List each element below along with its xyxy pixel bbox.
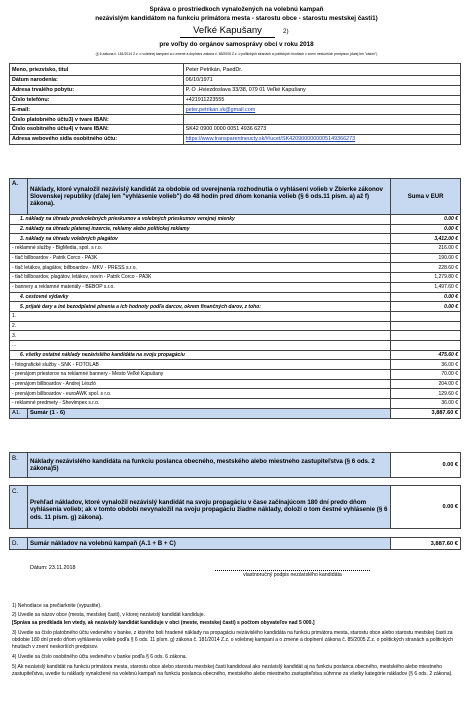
section-b-title: Náklady nezávislého kandidáta na funkciu poslanca obecného, mestského alebo miestneho zastupiteľstva (§ 6 ods. 2 zákona)5): [27, 453, 390, 478]
report-title: Správa o prostriedkoch vynaložených na volebnú kampaň: [149, 6, 324, 13]
expense-value: 228.60 €: [391, 263, 461, 273]
expense-label: 2.: [10, 321, 391, 331]
expense-category-row: [10, 302, 461, 312]
info-row: [10, 105, 461, 115]
expense-item-row: [10, 399, 461, 409]
municipality-name: Veľké Kapušany: [180, 25, 275, 38]
section-c-letter: C.: [10, 486, 28, 529]
section-a-title: Náklady, ktoré vynaložil nezávislý kandidát za obdobie od uverejnenia rozhodnutia o vyhlásení volieb v Zbierke zákonov Slovenskej republiky (ďalej len "vyhlásenie volieb") do 48 hodín pred dňom konania volieb (§ 6 ods.11 písm. a) až f) zákona).: [27, 179, 390, 215]
expense-value: 70.00 €: [391, 370, 461, 380]
expense-item-row: [10, 360, 461, 370]
info-label: Adresa trvalého pobytu:: [10, 85, 184, 95]
info-row: [10, 64, 461, 76]
expense-item-row: [10, 331, 461, 341]
footnote-1: 1) Nehodiace sa prečiarknite (vypustite).: [12, 603, 102, 609]
info-label: Číslo osobitného účtu4) v tvare IBAN:: [10, 124, 184, 134]
expense-item-row: [10, 253, 461, 263]
expense-value: 1,279.80 €: [391, 273, 461, 283]
section-a-sum-header: Suma v EUR: [391, 179, 461, 215]
info-value: P. O .Hviezdoslava 33/38, 079 01 Veľké Kapušany: [183, 85, 460, 95]
expense-value: 36.00 €: [391, 360, 461, 370]
section-b-letter: B.: [10, 453, 28, 478]
sum-letter: A1.: [10, 408, 28, 418]
section-d-title: Sumár nákladov na volebnú kampaň (A.1 + B + C): [27, 538, 390, 550]
expense-label: - reklamné služby - BigMedia, spol. s r.o.: [10, 244, 391, 254]
expense-category-row: [10, 292, 461, 302]
section-d-value: 3,887.60 €: [391, 538, 461, 550]
expense-label: - tlač billboardov - Patrik Corco - PA3K: [10, 253, 391, 263]
section-d-table: [9, 537, 461, 550]
section-c-title: Prehľad nákladov, ktoré vynaložil nezávislý kandidát na svoju propagáciu v čase začínajúcom 180 dní predo dňom vyhlásenia volieb; ak v tomto období nevynaložil na svoju propagáciu žiadne náklady, doloží o tom čestné vyhlásenie (§ 6 ods. 11 písm. g) zákona).: [27, 486, 390, 529]
section-a-letter: A.: [10, 179, 28, 215]
expense-value: [391, 311, 461, 321]
info-label: Meno, priezvisko, titul: [10, 64, 184, 76]
footnote-2: 2) Uvedie sa názov obce (mesta, mestskej časti), v ktorej nezávislý kandidát kandiduje.: [12, 612, 205, 618]
section-b-value: 0.00 €: [391, 453, 461, 478]
signature-date: Dátum: 23.11.2018: [30, 565, 76, 571]
expense-category-row: [10, 350, 461, 360]
expense-category-row: [10, 224, 461, 234]
section-a-table: [9, 178, 461, 419]
expense-label: - prenájom priestorov na reklamné bannery - Mesto Veľké Kapušany: [10, 370, 391, 380]
expense-label: 3. náklady na úhradu volebných plagátov: [10, 234, 391, 244]
sum-value: 3,887.60 €: [391, 408, 461, 418]
info-row: [10, 85, 461, 95]
expense-label: - tlač letákov, plagátov, billboardov - MKV - PRESS s.r.o.: [10, 263, 391, 273]
expense-item-row: [10, 340, 461, 350]
email-link[interactable]: peter.petrikan.vk@gmail.com: [183, 105, 460, 115]
info-value: SK42 0900 0000 0051 4936 6273: [183, 124, 460, 134]
info-row: [10, 124, 461, 134]
expense-item-row: [10, 379, 461, 389]
expense-label: 1.: [10, 311, 391, 321]
section-c-value: 0.00 €: [391, 486, 461, 529]
expense-value: [391, 321, 461, 331]
expense-value: 0.00 €: [391, 292, 461, 302]
expense-value: 3,412.00 €: [391, 234, 461, 244]
expense-value: 0.00 €: [391, 302, 461, 312]
info-value: [183, 115, 460, 125]
expense-category-row: [10, 234, 461, 244]
expense-value: 1,497.60 €: [391, 282, 461, 292]
expense-item-row: [10, 282, 461, 292]
expense-label: - prenájom billboardov - euroAWK spol. s r.o.: [10, 389, 391, 399]
expense-category-row: [10, 215, 461, 225]
signature-line: [215, 570, 370, 571]
expense-label: 4. cestovné výdavky: [10, 292, 391, 302]
website-link[interactable]: https://www.transparentneucty.sk/#/ucet/SK4209000000005149366273: [183, 134, 460, 144]
municipality-footnote-ref: 2): [283, 28, 289, 35]
info-row: [10, 134, 461, 144]
expense-label: 6. všetky ostatné náklady nezávislého kandidáta na svoju propagáciu: [10, 350, 391, 360]
expense-value: [391, 331, 461, 341]
expense-label: 1. náklady na úhradu predvolebných prieskumov a volebných prieskumov verejnej mienky: [10, 215, 391, 225]
info-row: [10, 95, 461, 105]
expense-item-row: [10, 244, 461, 254]
expense-item-row: [10, 311, 461, 321]
expense-label: - prenájom billboardov - Andrej Lészló: [10, 379, 391, 389]
footnote-5: 5) Ak nezávislý kandidát na funkciu primátora mesta, starostu obce alebo starostu mestskej časti kandidoval ako nezávislý kandidát aj na funkciu poslanca obecného, mestského alebo miestneho zastupiteľstva, uvedie tu náklady vynaložené na volebnú kampaň na funkciu poslanca obecného, mestského alebo miestneho zastupiteľstva súhrnne za všetky kategórie nákladov (§ 6 ods. 2 zákona).: [12, 664, 453, 677]
expense-label: - fotografické služby - SNK - FOTOLAB: [10, 360, 391, 370]
footnote-4: 4) Uvedie sa číslo osobitného účtu vedeného v banke podľa § 6 ods. 6 zákona.: [12, 654, 187, 660]
info-label: E-mail:: [10, 105, 184, 115]
expense-value: 0.00 €: [391, 224, 461, 234]
expense-item-row: [10, 321, 461, 331]
sum-label: Sumár (1 - 6): [27, 408, 390, 418]
info-row: [10, 115, 461, 125]
expense-item-row: [10, 273, 461, 283]
legal-reference: (§ 6 zákona č. 181/2014 Z.z. o volebnej kampani a o zmene a doplnení zákona č. 85/2005 Z.z. o politických stranách a politických hnutiach v znení neskorších predpisov (ďalej len "zákon"): [95, 52, 378, 56]
expense-value: 0.00 €: [391, 215, 461, 225]
section-a-header: [10, 179, 461, 215]
expense-label: 2. náklady na úhradu platenej inzercie, reklamy alebo politickej reklamy: [10, 224, 391, 234]
info-value: 06/10/1971: [183, 76, 460, 86]
section-b-table: [9, 452, 461, 478]
expense-label: - reklamné predmety - Shevimpex s.r.o.: [10, 399, 391, 409]
info-value: +421911223555: [183, 95, 460, 105]
expense-label: 5. prijaté dary a iné bezodplatné plnenia a ich hodnoty podľa darcov, okrem finančných darov, z toho:: [10, 302, 391, 312]
expense-value: 190.00 €: [391, 253, 461, 263]
info-label: Číslo telefónu:: [10, 95, 184, 105]
info-row: [10, 76, 461, 86]
expense-value: 129.60 €: [391, 389, 461, 399]
footnote-3: 3) Uvedie sa číslo platobného účtu vedeného v banke, z ktorého boli hradené náklady na propagáciu nezávislého kandidáta na funkciu primátora mesta, starostu obce alebo starostu mestskej časti za obdobie 180 dní predo dňom vyhlásenia volieb podľa § 6 ods. 11 písm. g) zákona č. 181/2014 Z.z. o volebnej kampani a o zmene a doplnení zákona č. 85/2005 Z.z. o politických stranách a politických hnutiach v znení neskorších predpisov.: [12, 630, 454, 650]
expense-item-row: [10, 370, 461, 380]
expense-item-row: [10, 389, 461, 399]
expense-value: 216.00 €: [391, 244, 461, 254]
expense-label: - bannery a reklamné materiály - BEBOP s.r.o.: [10, 282, 391, 292]
expense-value: 475.60 €: [391, 350, 461, 360]
expense-value: 204.00 €: [391, 379, 461, 389]
expense-label: - tlač billboardov, plagátov, letákov, novín - Patrik Corco - PA3K: [10, 273, 391, 283]
election-title: pre voľby do orgánov samosprávy obcí v roku 2018: [159, 41, 314, 48]
expense-label: 3.: [10, 331, 391, 341]
expense-item-row: [10, 263, 461, 273]
signature-label: vlastnoručný podpis nezávislého kandidáta: [243, 572, 342, 578]
section-d-letter: D.: [10, 538, 28, 550]
expense-label: ...: [10, 340, 391, 350]
section-c-table: [9, 485, 461, 529]
expense-value: 36.00 €: [391, 399, 461, 409]
info-label: Adresa webového sídla osobitného účtu:: [10, 134, 184, 144]
info-label: Dátum narodenia:: [10, 76, 184, 86]
info-label: Číslo platobného účtu3) v tvare IBAN:: [10, 115, 184, 125]
report-subtitle: nezávislým kandidátom na funkciu primátora mesta - starostu obce - starostu mestskej časti1): [95, 15, 378, 22]
candidate-info-table: [9, 63, 461, 145]
info-value: Peter Petrikán, PaedDr.: [183, 64, 460, 76]
expense-value: [391, 340, 461, 350]
footnote-2-note: [Správa sa predkladá len vtedy, ak nezávislý kandidát kandiduje v obci (meste, mestskej časti) s počtom obyvateľov nad 5 000.]: [12, 620, 315, 626]
section-a-sum-row: [10, 408, 461, 418]
